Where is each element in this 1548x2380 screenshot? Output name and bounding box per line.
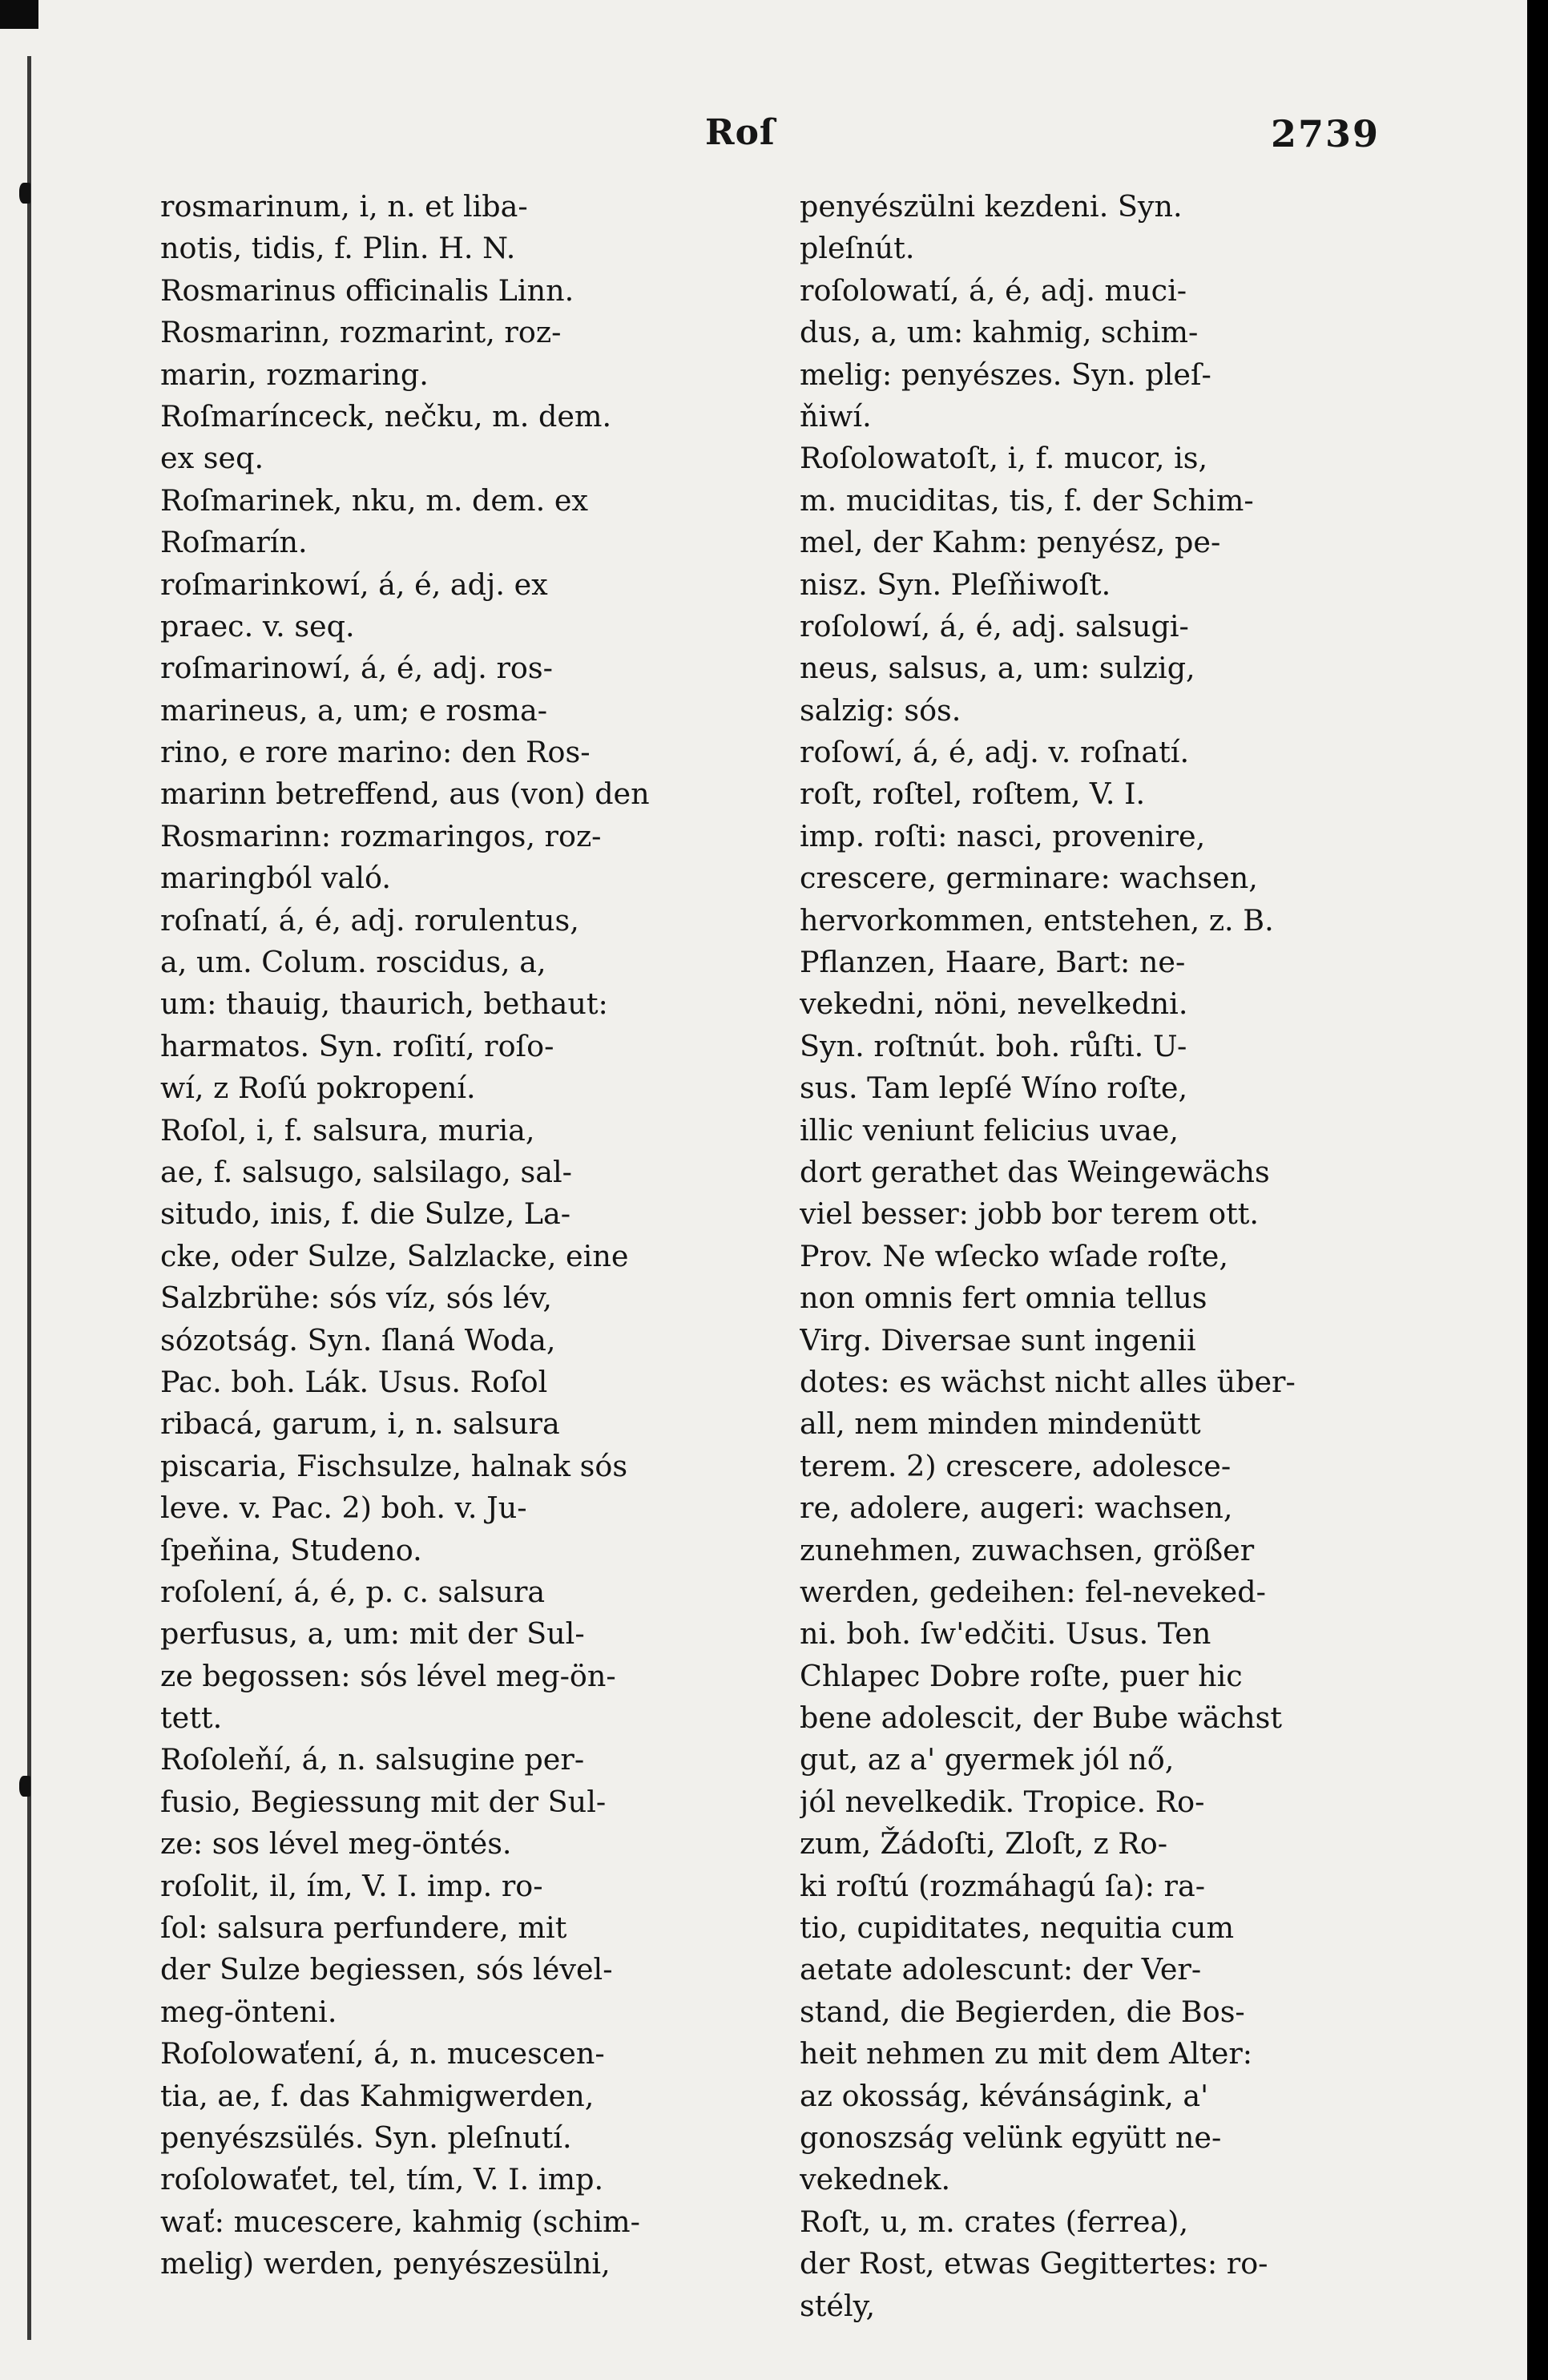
text-line: neus, salsus, a, um: sulzig, <box>800 651 1195 686</box>
text-line: re, adolere, augeri: wachsen, <box>800 1491 1233 1526</box>
text-line: heit nehmen zu mit dem Alter: <box>800 2036 1253 2071</box>
text-line: stand, die Begierden, die Bos- <box>800 1994 1245 2029</box>
text-line: non omnis fert omnia tellus <box>800 1281 1207 1316</box>
text-line: wať: mucescere, kahmig (schim- <box>160 2204 640 2239</box>
text-line: marin, rozmaring. <box>160 357 429 392</box>
text-line: ae, f. salsugo, salsilago, sal- <box>160 1154 572 1189</box>
text-line: zum, Žádoſti, Zloſt, z Ro- <box>800 1826 1168 1862</box>
text-line: Pac. boh. Lák. Usus. Roſol <box>160 1364 548 1399</box>
text-line: ribacá, garum, i, n. salsura <box>160 1406 560 1442</box>
text-line: Roſoleňí, á, n. salsugine per- <box>160 1742 585 1777</box>
text-line: stély, <box>800 2288 876 2323</box>
text-line: melig: penyészes. Syn. pleſ- <box>800 357 1211 392</box>
text-line: Prov. Ne wſecko wſade roſte, <box>800 1238 1228 1273</box>
text-line: Virg. Diversae sunt ingenii <box>800 1322 1196 1357</box>
text-line: Roſmarín. <box>160 525 308 560</box>
text-line: penyészsülés. Syn. pleſnutí. <box>160 2120 572 2155</box>
text-line: Rosmarinn: rozmaringos, roz- <box>160 818 602 853</box>
text-line: Pflanzen, Haare, Bart: ne- <box>800 945 1186 980</box>
text-line: bene adolescit, der Bube wächst <box>800 1700 1283 1736</box>
text-line: notis, tidis, f. Plin. H. N. <box>160 231 516 266</box>
text-line: Roſol, i, f. salsura, muria, <box>160 1112 535 1148</box>
text-line: maringból való. <box>160 861 391 896</box>
text-line: penyészülni kezdeni. Syn. <box>800 189 1183 224</box>
text-line: salzig: sós. <box>800 692 961 728</box>
text-line: tia, ae, f. das Kahmigwerden, <box>160 2078 595 2113</box>
text-line: situdo, inis, f. die Sulze, La- <box>160 1196 571 1232</box>
text-line: vekednek. <box>800 2162 951 2197</box>
text-line: viel besser: jobb bor terem ott. <box>800 1196 1260 1232</box>
text-line: roſmarinowí, á, é, adj. ros- <box>160 651 553 686</box>
text-line: ki roſtú (rozmáhagú ſa): ra- <box>800 1868 1206 1903</box>
text-line: roſowí, á, é, adj. v. roſnatí. <box>800 735 1190 770</box>
text-line: werden, gedeihen: fel-neveked- <box>800 1574 1266 1609</box>
text-line: tett. <box>160 1700 223 1736</box>
text-line: leve. v. Pac. 2) boh. v. Ju- <box>160 1491 527 1526</box>
scan-corner-shadow <box>0 0 38 29</box>
text-line: vekedni, nöni, nevelkedni. <box>800 986 1188 1022</box>
text-line: perfusus, a, um: mit der Sul- <box>160 1616 585 1652</box>
text-line: der Rost, etwas Gegittertes: ro- <box>800 2246 1268 2281</box>
text-line: rosmarinum, i, n. et liba- <box>160 189 528 224</box>
text-line: roſnatí, á, é, adj. rorulentus, <box>160 902 579 938</box>
binding-edge-line <box>27 56 31 2340</box>
text-line: zunehmen, zuwachsen, größer <box>800 1532 1255 1567</box>
left-column <box>160 186 745 2285</box>
binding-mark-bottom <box>19 1776 30 1797</box>
text-line: harmatos. Syn. roſití, roſo- <box>160 1028 554 1063</box>
text-line: sus. Tam lepſé Wíno roſte, <box>800 1071 1188 1106</box>
text-line: all, nem minden mindenütt <box>800 1406 1201 1442</box>
text-line: Syn. roſtnút. boh. růſti. U- <box>800 1028 1187 1063</box>
text-line: ze begossen: sós lével meg-ön- <box>160 1658 616 1693</box>
text-line: ſpeňina, Studeno. <box>160 1532 422 1567</box>
text-line: az okosság, kévánságink, a' <box>800 2078 1209 2113</box>
text-line: meg-önteni. <box>160 1994 337 2029</box>
text-line: ňiwí. <box>800 398 872 434</box>
text-line: ni. boh. ſw'edčiti. Usus. Ten <box>800 1616 1211 1652</box>
text-line: imp. roſti: nasci, provenire, <box>800 818 1206 853</box>
text-line: Roſmarínceck, nečku, m. dem. <box>160 398 612 434</box>
text-line: piscaria, Fischsulze, halnak sós <box>160 1448 628 1483</box>
text-line: crescere, germinare: wachsen, <box>800 861 1258 896</box>
text-line: tio, cupiditates, nequitia cum <box>800 1910 1235 1946</box>
text-line: pleſnút. <box>800 231 915 266</box>
text-line: nisz. Syn. Pleſňiwoſt. <box>800 567 1111 602</box>
text-line: roſolení, á, é, p. c. salsura <box>160 1574 546 1609</box>
text-line: roſt, roſtel, roſtem, V. I. <box>800 777 1146 812</box>
text-line: fusio, Begiessung mit der Sul- <box>160 1784 607 1819</box>
text-line: wí, z Roſú pokropení. <box>160 1071 476 1106</box>
text-line: roſolowatí, á, é, adj. muci- <box>800 272 1187 308</box>
text-line: roſmarinkowí, á, é, adj. ex <box>160 567 548 602</box>
text-line: um: thauig, thaurich, bethaut: <box>160 986 608 1022</box>
text-line: Roſolowatoſt, i, f. mucor, is, <box>800 441 1208 476</box>
text-line: jól nevelkedik. Tropice. Ro- <box>800 1784 1205 1819</box>
text-line: praec. v. seq. <box>160 608 355 643</box>
text-line: terem. 2) crescere, adolesce- <box>800 1448 1232 1483</box>
text-line: hervorkommen, entstehen, z. B. <box>800 902 1274 938</box>
text-line: Roſolowaťení, á, n. mucescen- <box>160 2036 605 2071</box>
text-line: Salzbrühe: sós víz, sós lév, <box>160 1281 552 1316</box>
page-number: 2739 <box>1271 112 1381 155</box>
text-line: m. muciditas, tis, f. der Schim- <box>800 482 1254 518</box>
right-column <box>800 186 1362 2327</box>
text-line: ſol: salsura perfundere, mit <box>160 1910 567 1946</box>
scan-right-edge <box>1527 0 1548 2380</box>
text-line: sózotság. Syn. ſlaná Woda, <box>160 1322 556 1357</box>
text-line: gonoszság velünk együtt ne- <box>800 2120 1222 2155</box>
text-line: roſolit, il, ím, V. I. imp. ro- <box>160 1868 543 1903</box>
text-line: dotes: es wächst nicht alles über- <box>800 1364 1296 1399</box>
text-line: Chlapec Dobre roſte, puer hic <box>800 1658 1243 1693</box>
binding-mark-top <box>19 183 30 204</box>
text-line: gut, az a' gyermek jól nő, <box>800 1742 1175 1777</box>
text-line: Rosmarinus officinalis Linn. <box>160 272 574 308</box>
text-line: aetate adolescunt: der Ver- <box>800 1952 1202 1987</box>
text-line: Roſmarinek, nku, m. dem. ex <box>160 482 589 518</box>
text-line: ex seq. <box>160 441 264 476</box>
text-line: Roſt, u, m. crates (ferrea), <box>800 2204 1189 2239</box>
text-line: illic veniunt felicius uvae, <box>800 1112 1179 1148</box>
text-line: rino, e rore marino: den Ros- <box>160 735 591 770</box>
text-line: cke, oder Sulze, Salzlacke, eine <box>160 1238 629 1273</box>
text-line: marineus, a, um; e rosma- <box>160 692 548 728</box>
text-line: dort gerathet das Weingewächs <box>800 1154 1270 1189</box>
text-line: roſolowí, á, é, adj. salsugi- <box>800 608 1189 643</box>
text-line: a, um. Colum. roscidus, a, <box>160 945 546 980</box>
text-line: roſolowaťet, tel, tím, V. I. imp. <box>160 2162 604 2197</box>
text-line: ze: sos lével meg-öntés. <box>160 1826 512 1862</box>
text-line: marinn betreffend, aus (von) den <box>160 777 650 812</box>
text-line: der Sulze begiessen, sós lével- <box>160 1952 613 1987</box>
text-line: dus, a, um: kahmig, schim- <box>800 315 1199 350</box>
text-line: melig) werden, penyészesülni, <box>160 2246 611 2281</box>
text-line: mel, der Kahm: penyész, pe- <box>800 525 1221 560</box>
running-head: Roſ <box>705 112 776 153</box>
text-line: Rosmarinn, rozmarint, roz- <box>160 315 562 350</box>
